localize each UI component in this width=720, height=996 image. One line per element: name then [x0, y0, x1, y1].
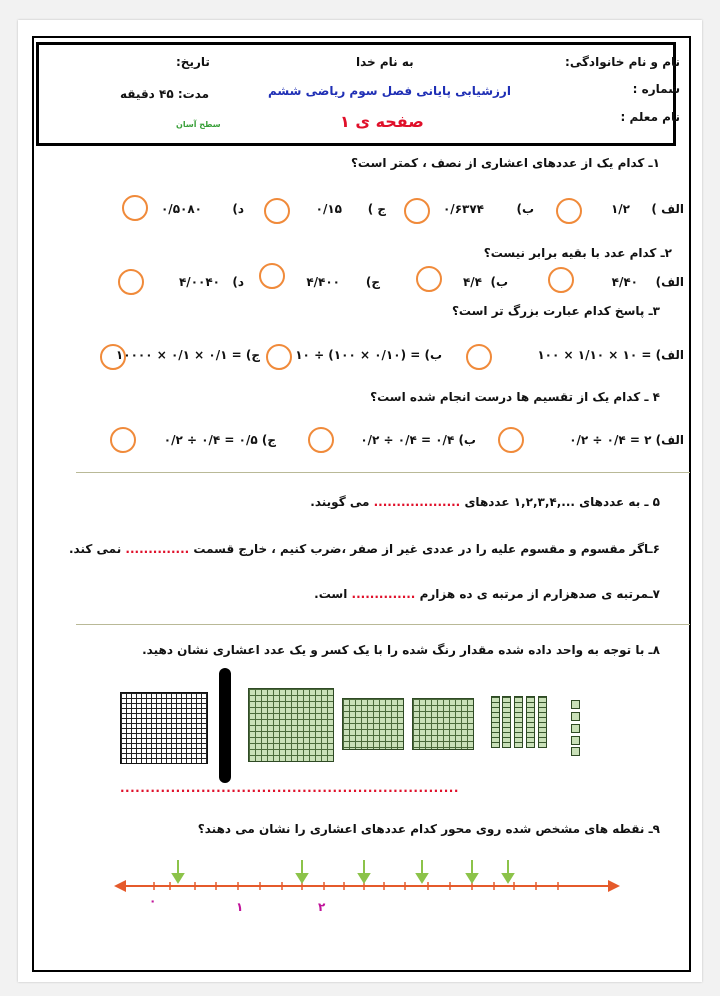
q2-option-a-value: ۴/۴۰	[611, 275, 638, 289]
q4-option-c-circle[interactable]	[110, 427, 136, 453]
q9-question: ۹ـ نقطه های مشخص شده روی محور کدام عددهای اعشاری را نشان می دهند؟	[197, 822, 660, 836]
q4-option-b: ب) ۰/۴ = ۰/۴ ÷ ۰/۲	[360, 433, 476, 447]
q3-option-a-circle[interactable]	[466, 344, 492, 370]
q1-option-a-value: ۱/۲	[610, 202, 630, 216]
section-divider	[76, 472, 690, 473]
q7-blank[interactable]: ..............	[351, 587, 416, 601]
q2-option-c-label: ج)	[365, 275, 380, 289]
ten-rod-1	[491, 696, 500, 748]
q1-option-b-circle[interactable]	[404, 198, 430, 224]
date-label: تاریخ:	[176, 55, 210, 69]
q2-option-a-label: الف)	[655, 275, 684, 289]
q1-option-c-label: ج )	[367, 202, 386, 216]
q6-line	[69, 542, 660, 556]
q1-option-d-label: د)	[232, 202, 244, 216]
q5-blank[interactable]: ...................	[373, 495, 461, 509]
q2-option-c-circle[interactable]	[259, 263, 285, 289]
q3-option-c: ج) = ۰/۱ × ۰/۱ × ۱۰۰۰۰	[115, 348, 260, 362]
duration-label: مدت: ۴۵ دقیقه	[120, 87, 210, 101]
q1-option-b-label: ب)	[516, 202, 534, 216]
unit-cube-white	[120, 692, 208, 764]
name-label: نام و نام خانوادگی:	[565, 55, 680, 69]
exam-title: ارزشیابی پایانی فصل سوم ریاضی ششم	[268, 84, 511, 98]
q2-question: ۲ـ کدام عدد با بقیه برابر نیست؟	[483, 246, 672, 260]
q2-option-a-circle[interactable]	[548, 267, 574, 293]
q7-text-after: است.	[314, 587, 348, 601]
q1-option-b-value: ۰/۶۳۷۴	[442, 202, 484, 216]
q7-line	[314, 587, 660, 601]
q5-text-after: می گویند.	[310, 495, 370, 509]
q1-option-c-value: ۰/۱۵	[315, 202, 342, 216]
page-label: صفحه ی ۱	[340, 112, 424, 131]
axis-label-0: ۰	[149, 894, 157, 908]
unit-block-5	[571, 747, 580, 756]
axis-label-1: ۱	[236, 900, 244, 914]
q1-question: ۱ـ کدام یک از عددهای اعشاری از نصف ، کمتر است؟	[350, 156, 660, 170]
q6-text-before: ۶ـاگر مقسوم و مقسوم علیه را در عددی غیر از صفر ،ضرب کنیم ، خارج قسمت	[193, 542, 660, 556]
q2-option-d-value: ۴/۰۰۴۰	[178, 275, 220, 289]
q4-option-a: الف) ۲ = ۰/۴ ÷ ۰/۲	[569, 433, 684, 447]
q1-option-a-label: الف )	[651, 202, 684, 216]
q4-option-b-circle[interactable]	[308, 427, 334, 453]
q3-option-b: ب) = (۰/۱۰ × ۱۰۰) ÷ ۱۰	[295, 348, 442, 362]
section-divider-2	[76, 624, 690, 625]
q4-option-c: ج) ۰/۵ = ۰/۴ ÷ ۰/۲	[163, 433, 276, 447]
q3-option-a: الف) = ۱۰ × ۱/۱۰ × ۱۰۰	[537, 348, 684, 362]
hundred-flat-1	[342, 698, 404, 750]
unit-block-3	[571, 724, 580, 733]
ten-rod-2	[502, 696, 511, 748]
axis-label-2: ۲	[318, 900, 326, 914]
q8-question: ۸ـ با توجه به واحد داده شده مقدار رنگ شده را با یک کسر و یک عدد اعشاری نشان دهید.	[142, 643, 660, 657]
unit-block-4	[571, 736, 580, 745]
q5-line	[310, 495, 660, 509]
thousand-cube	[248, 688, 334, 762]
hundred-flat-2	[412, 698, 474, 750]
bismillah: به نام خدا	[356, 55, 414, 69]
separator-bar	[219, 668, 231, 783]
q2-option-b-circle[interactable]	[416, 266, 442, 292]
q4-question: ۴ ـ کدام یک از تقسیم ها درست انجام شده است؟	[370, 390, 660, 404]
q8-answer-line[interactable]: ...................................................................	[120, 781, 459, 795]
number-line	[110, 858, 626, 908]
q4-option-a-circle[interactable]	[498, 427, 524, 453]
q6-text-after: نمی کند.	[68, 542, 122, 556]
q6-blank[interactable]: ..............	[125, 542, 190, 556]
q1-option-c-circle[interactable]	[264, 198, 290, 224]
q3-option-c-circle[interactable]	[100, 344, 126, 370]
q7-text-before: ۷ـمرتبه ی صدهزارم از مرتبه ی ده هزارم	[419, 587, 660, 601]
q1-option-d-circle[interactable]	[122, 195, 148, 221]
number-label: شماره :	[632, 82, 680, 96]
unit-block-1	[571, 700, 580, 709]
q2-option-d-circle[interactable]	[118, 269, 144, 295]
q3-option-b-circle[interactable]	[266, 344, 292, 370]
ten-rod-3	[514, 696, 523, 748]
level-label: سطح آسان	[176, 120, 221, 129]
ten-rod-4	[526, 696, 535, 748]
q2-option-b-label: ب)	[490, 275, 508, 289]
q5-text-before: ۵ ـ به عددهای ...,۱,۲,۳,۴ عددهای	[464, 495, 660, 509]
q1-option-d-value: ۰/۵۰۸۰	[160, 202, 202, 216]
q2-option-d: د)	[232, 275, 244, 289]
q2-option-b-value: ۴/۴	[462, 275, 482, 289]
q2-option-c-value: ۴/۴۰۰	[306, 275, 340, 289]
teacher-label: نام معلم :	[620, 110, 680, 124]
q1-option-a-circle[interactable]	[556, 198, 582, 224]
ten-rod-5	[538, 696, 547, 748]
q3-question: ۳ـ پاسخ کدام عبارت بزرگ تر است؟	[451, 304, 660, 318]
unit-block-2	[571, 712, 580, 721]
